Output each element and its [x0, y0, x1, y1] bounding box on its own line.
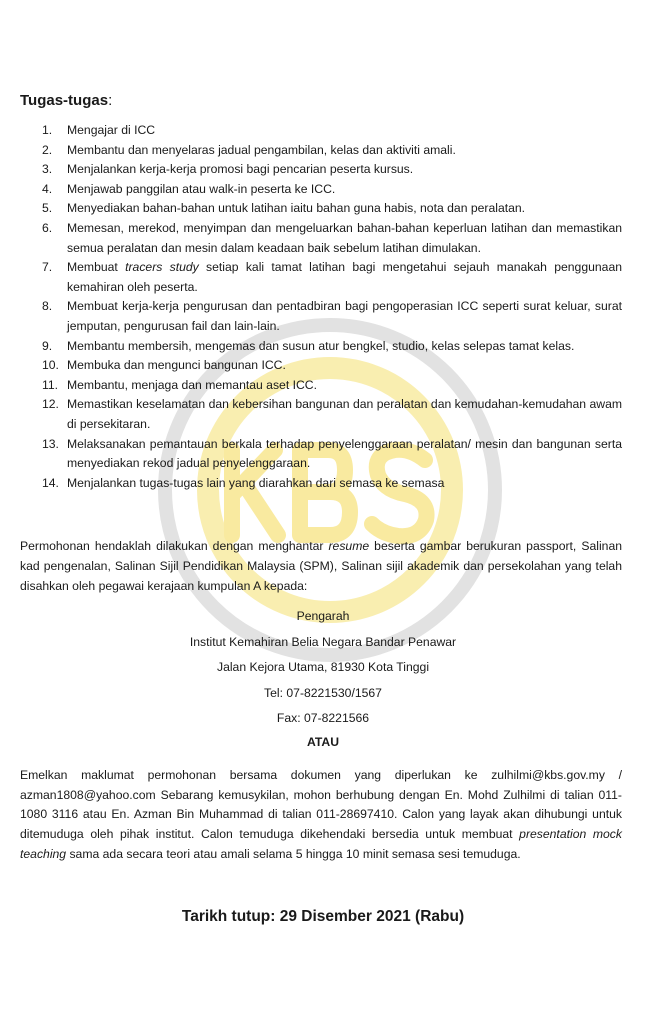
duty-item	[0, 121, 646, 141]
duty-item	[0, 435, 646, 474]
duty-item	[0, 141, 646, 161]
duty-text: Menjawab panggilan atau walk-in peserta ke ICC.	[67, 181, 336, 196]
duty-text: Membantu membersih, mengemas dan susun atur bengkel, studio, kelas selepas tamat kelas.	[67, 338, 575, 353]
duty-text: Membuka dan mengunci bangunan ICC.	[67, 358, 286, 373]
duty-text: Menjalankan tugas-tugas lain yang diarahkan dari semasa ke semasa	[67, 475, 445, 490]
duty-text: Menyediakan bahan-bahan untuk latihan iaitu bahan guna habis, nota dan peralatan.	[67, 201, 526, 216]
duty-item	[0, 395, 646, 434]
duty-number: 14.	[42, 475, 59, 490]
duty-item	[0, 219, 646, 258]
duty-number: 13.	[42, 436, 59, 451]
duty-number: 7.	[42, 260, 53, 275]
duty-text: Membuat	[67, 260, 126, 275]
duty-number: 4.	[42, 181, 53, 196]
duty-item	[0, 199, 646, 219]
duty-number: 12.	[42, 397, 59, 412]
section-title: Tugas-tugas:	[20, 92, 113, 109]
duty-number: 6.	[42, 220, 53, 235]
duty-text: Membantu dan menyelaras jadual pengambilan, kelas dan aktiviti amali.	[67, 142, 456, 157]
application-paragraph: Permohonan hendaklah dilakukan dengan menghantar resume beserta gambar berukuran passport, Salinan kad pengenalan, Salinan Sijil Pendidikan Malaysia (SPM), Salinan sijil akademik dan persekolahan yang telah disahkan oleh pegawai kerajaan kumpulan A kepada:	[20, 539, 623, 593]
duty-item	[0, 160, 646, 180]
duty-text: Memastikan keselamatan dan kebersihan bangunan dan peralatan dan kemudahan-kemudahan awam di persekitaran.	[67, 397, 622, 431]
duty-item	[0, 258, 646, 297]
closing-date: Tarikh tutup: 29 Disember 2021 (Rabu)	[181, 908, 465, 926]
duty-text: Mengajar di ICC	[67, 123, 156, 137]
or-label: ATAU	[306, 734, 340, 749]
duty-text: Memesan, merekod, menyimpan dan mengeluarkan bahan-bahan keperluan latihan dan memastikan semua peralatan dan mesin dalam keadaan baik sebelum latihan dimulakan.	[67, 220, 622, 255]
duty-number: 1.	[42, 123, 53, 137]
duty-text: Membuat kerja-kerja pengurusan dan pentadbiran bagi pengoperasian ICC seperti surat keluar, surat jemputan, pengurusan fail dan lain-lain.	[67, 299, 622, 333]
duty-item	[0, 376, 646, 396]
duty-number: 2.	[42, 142, 53, 157]
duty-text: Melaksanakan pemantauan berkala terhadap penyelenggaraan peralatan/ mesin dan bangunan serta menyediakan rekod jadual penyelenggaraan.	[67, 436, 622, 471]
duty-number: 3.	[42, 162, 53, 177]
duty-item	[0, 474, 646, 494]
duty-item	[0, 297, 646, 336]
duty-text: tracers study	[125, 260, 199, 275]
address-tel: Tel: 07-8221530/1567	[264, 685, 382, 700]
duties-list	[0, 121, 646, 493]
address-institute: Institut Kemahiran Belia Negara Bandar Penawar	[189, 634, 457, 649]
email-paragraph: Emelkan maklumat permohonan bersama dokumen yang diperlukan ke zulhilmi@kbs.gov.my / azman1808@yahoo.com Sebarang kemusykilan, mohon berhubung dengan En. Mohd Zulhilmi di talian 011-1080 3116 atau En. Azman Bin Muhammad di talian 011-28697410. Calon yang layak akan dihubungi untuk ditemuduga oleh pihak institut. Calon temuduga dikehendaki bersedia untuk membuat presentation mock teaching sama ada secara teori atau amali selama 5 hingga 10 minit semasa sesi temuduga.	[20, 767, 622, 861]
duty-item	[0, 180, 646, 200]
address-recipient: Pengarah	[296, 609, 350, 624]
address-fax: Fax: 07-8221566	[276, 711, 370, 726]
duty-item	[0, 337, 646, 357]
duty-text: Menjalankan kerja-kerja promosi bagi pencarian peserta kursus.	[67, 162, 414, 177]
duty-number: 10.	[42, 358, 59, 373]
address-block	[0, 604, 646, 752]
duty-number: 5.	[42, 201, 53, 216]
duty-item	[0, 356, 646, 376]
duty-text: setiap kali tamat latihan bagi mengetahui sejauh manakah penggunaan kemahiran oleh peserta.	[67, 260, 622, 294]
duty-number: 8.	[42, 299, 53, 314]
duty-number: 9.	[42, 338, 53, 353]
address-street: Jalan Kejora Utama, 81930 Kota Tinggi	[216, 660, 430, 675]
duty-number: 11.	[42, 377, 59, 392]
duty-text: Membantu, menjaga dan memantau aset ICC.	[67, 377, 317, 392]
